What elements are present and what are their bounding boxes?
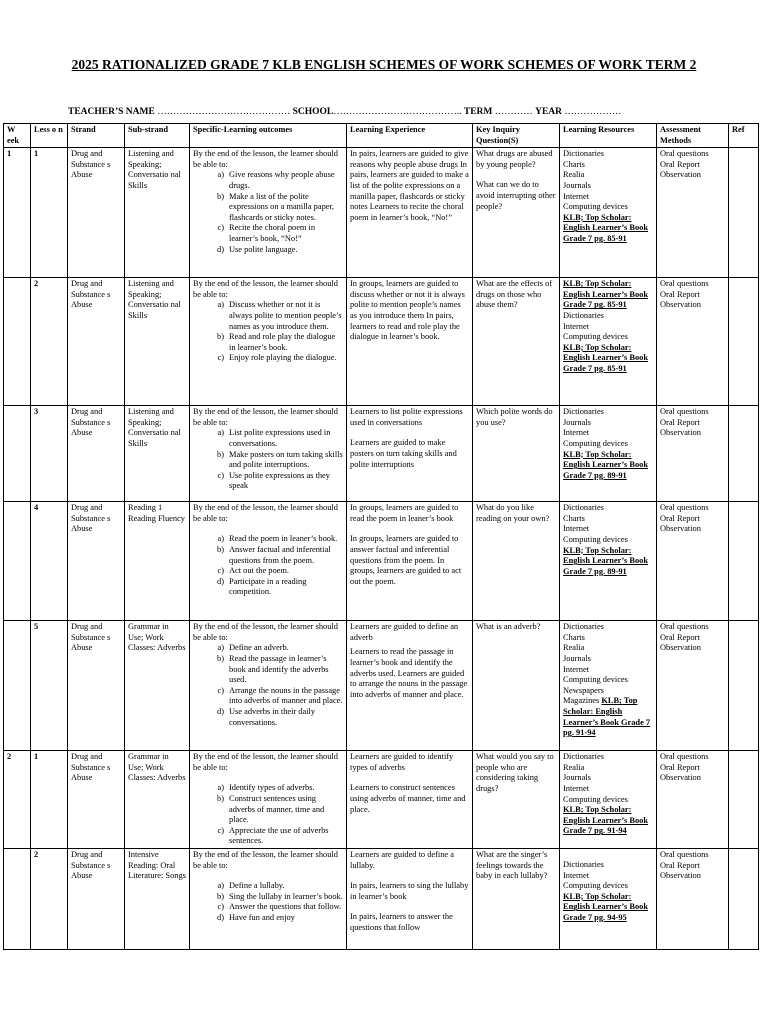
school-blank: …………………………………..: [333, 107, 464, 117]
resources-cell: Dictionaries Charts Internet Computing devices KLB; Top Scholar: English Learner’s Book Grade 7 pg. 89-91: [560, 502, 657, 621]
week-cell: [4, 278, 31, 406]
list-item: c) Recite the choral poem in learner’s book, “No!”: [217, 223, 316, 243]
outcomes-cell: [190, 278, 347, 406]
lesson-cell: 2: [31, 278, 68, 406]
week-cell: [4, 621, 31, 751]
list-item: c) Appreciate the use of adverbs sentences.: [217, 825, 329, 846]
list-item: a) Give reasons why people abuse drugs.: [217, 170, 335, 190]
strand-cell: Drug and Substance s Abuse: [68, 848, 125, 949]
table-row: [4, 278, 759, 406]
outcomes-cell: [190, 621, 347, 751]
term-blank: …………: [492, 107, 536, 117]
assessment-cell: Oral questions Oral Report Observation: [657, 502, 729, 621]
ref-cell: [729, 848, 759, 949]
list-item: b) Make a list of the polite expressions on a manilla paper, flashcards or sticky notes.: [217, 191, 335, 222]
table-row: [4, 502, 759, 621]
outcomes-cell: [190, 406, 347, 502]
outcome-intro: By the end of the lesson, the learner should be able to:: [193, 622, 338, 642]
header-lesson: Less o n: [31, 124, 68, 148]
list-item: a) Define an adverb.: [217, 643, 289, 653]
strand-cell: Drug and Substance s Abuse: [68, 621, 125, 751]
list-item: a) List polite expressions used in conversations.: [217, 428, 331, 448]
outcome-intro: By the end of the lesson, the learner should be able to:: [193, 279, 338, 299]
assessment-cell: Oral questions Oral Report Observation: [657, 278, 729, 406]
textbook-reference: KLB; Top Scholar: English Learner’s Book Grade 7 pg. 94-95: [563, 891, 648, 922]
header-week: W eek: [4, 124, 31, 148]
inquiry-cell: What are the singer’s feelings towards the baby in each lullaby?: [473, 848, 560, 949]
outcomes-list: [193, 300, 343, 364]
list-item: b) Sing the lullaby in learner’s book.: [217, 891, 343, 901]
substrand-cell: Grammar in Use; Work Classes: Adverbs: [125, 621, 190, 751]
outcome-intro: By the end of the lesson, the learner should be able to:: [193, 752, 338, 772]
experience-cell: Learners are guided to define an adverb Learners to read the passage in learner’s book and identify the adverbs used. Learners are guided to arrange the nouns in the passage into adverbs of manner and place.: [347, 621, 473, 751]
inquiry-cell: What is an adverb?: [473, 621, 560, 751]
teacher-name-blank: ……………………………………: [154, 107, 293, 117]
outcomes-cell: [190, 502, 347, 621]
resources-cell: Dictionaries Internet Computing devices KLB; Top Scholar: English Learner’s Book Grade 7 pg. 94-95: [560, 848, 657, 949]
header-outcomes: Specific-Learning outcomes: [190, 124, 347, 148]
list-item: b) Read and role play the dialogue in learner’s book.: [217, 332, 336, 352]
teacher-info-line: [68, 107, 708, 117]
strand-cell: Drug and Substance s Abuse: [68, 502, 125, 621]
outcome-intro: By the end of the lesson, the learner should be able to:: [193, 503, 338, 523]
inquiry-cell: What would you say to people who are considering taking drugs?: [473, 751, 560, 849]
table-row: [4, 406, 759, 502]
outcome-intro: By the end of the lesson, the learner should be able to:: [193, 849, 338, 870]
textbook-reference: KLB; Top Scholar: English Learner’s Book Grade 7 pg. 89-91: [563, 449, 648, 480]
textbook-reference: KLB; Top Scholar: English Learner’s Book Grade 7 pg. 85-91: [563, 342, 648, 373]
lesson-cell: 1: [31, 751, 68, 849]
list-item: c) Use polite expressions as they speak: [217, 470, 330, 491]
ref-cell: [729, 751, 759, 849]
textbook-reference: KLB; Top Scholar: English Learner’s Book Grade 7 pg. 89-91: [563, 545, 648, 576]
schemes-of-work-table: [3, 123, 759, 950]
outcomes-list: [193, 170, 343, 255]
list-item: b) Construct sentences using adverbs of manner, time and place.: [217, 793, 325, 825]
outcomes-cell: [190, 148, 347, 278]
outcome-intro: By the end of the lesson, the learner should be able to:: [193, 407, 338, 427]
assessment-cell: Oral questions Oral Report Observation: [657, 751, 729, 849]
outcomes-list: [193, 428, 343, 492]
assessment-cell: Oral questions Oral Report Observation: [657, 848, 729, 949]
substrand-cell: Intensive Reading: Oral Literature: Songs: [125, 848, 190, 949]
lesson-cell: 2: [31, 848, 68, 949]
outcomes-list: [193, 783, 343, 847]
assessment-cell: Oral questions Oral Report Observation: [657, 406, 729, 502]
experience-cell: In groups, learners are guided to discuss whether or not it is always polite to mention people’s names as you introduce them In pairs, learners to read and role play the dialogue in learner’s book.: [347, 278, 473, 406]
header-inquiry: Key Inquiry Question(S): [473, 124, 560, 148]
assessment-cell: Oral questions Oral Report Observation: [657, 621, 729, 751]
ref-cell: [729, 502, 759, 621]
inquiry-cell: What are the effects of drugs on those who abuse them?: [473, 278, 560, 406]
resources-cell: Dictionaries Journals Internet Computing devices KLB; Top Scholar: English Learner’s Book Grade 7 pg. 89-91: [560, 406, 657, 502]
textbook-reference: KLB; Top Scholar: English Learner’s Book Grade 7 pg. 85-91: [563, 279, 648, 310]
week-cell: 2: [4, 751, 31, 849]
resources-cell: Dictionaries Realia Journals Internet Computing devices KLB; Top Scholar: English Learner’s Book Grade 7 pg. 91-94: [560, 751, 657, 849]
list-item: b) Read the passage in learner’s book and identify the adverbs used.: [217, 653, 329, 685]
outcomes-list: [193, 881, 343, 923]
header-substrand: Sub-strand: [125, 124, 190, 148]
list-item: d) Participate in a reading competition.: [217, 576, 307, 597]
list-item: d) Use adverbs in their daily conversations.: [217, 706, 316, 727]
header-experience: Learning Experience: [347, 124, 473, 148]
resources-cell: Dictionaries Charts Realia Journals Internet Computing devices Newspapers Magazines KLB; Top Scholar: English Learner’s Book Grade 7 pg. 91-94: [560, 621, 657, 751]
header-ref: Ref: [729, 124, 759, 148]
ref-cell: [729, 621, 759, 751]
strand-cell: Drug and Substance s Abuse: [68, 278, 125, 406]
strand-cell: Drug and Substance s Abuse: [68, 148, 125, 278]
outcomes-list: [193, 534, 343, 598]
experience-cell: In pairs, learners are guided to give reasons why people abuse drugs In pairs, learners are guided to make a list of the polite expressions on a manilla paper, flashcards or sticky notes Learners to recite the choral poem in learner’s book, “No!”: [347, 148, 473, 278]
list-item: a) Identify types of adverbs.: [217, 783, 315, 793]
header-assessment: Assessment Methods: [657, 124, 729, 148]
week-cell: 1: [4, 148, 31, 278]
list-item: b) Make posters on turn taking skills and polite interruptions.: [217, 449, 343, 470]
experience-cell: Learners are guided to define a lullaby. In pairs, learners to sing the lullaby in learner’s book In pairs, learners to answer the questions that follow: [347, 848, 473, 949]
substrand-cell: Grammar in Use; Work Classes: Adverbs: [125, 751, 190, 849]
header-resources: Learning Resources: [560, 124, 657, 148]
week-cell: [4, 848, 31, 949]
outcome-intro: By the end of the lesson, the learner should be able to:: [193, 149, 338, 169]
lesson-cell: 3: [31, 406, 68, 502]
week-cell: [4, 502, 31, 621]
table-header-row: [4, 124, 759, 148]
ref-cell: [729, 148, 759, 278]
list-item: a) Discuss whether or not it is always polite to mention people’s names as you introduce them.: [217, 300, 342, 331]
school-label: SCHOOL: [292, 107, 334, 117]
textbook-reference: KLB; Top Scholar: English Learner’s Book Grade 7 pg. 85-91: [563, 212, 648, 243]
list-item: c) Answer the questions that follow.: [217, 902, 342, 912]
list-item: a) Define a lullaby.: [217, 881, 285, 891]
list-item: d) Use polite language.: [217, 244, 298, 254]
table-row: [4, 148, 759, 278]
year-blank: ………………: [562, 107, 622, 117]
inquiry-question: What can we do to avoid interrupting other people?: [476, 180, 556, 211]
list-item: d) Have fun and enjoy: [217, 912, 295, 922]
inquiry-cell: Which polite words do you use?: [473, 406, 560, 502]
strand-cell: Drug and Substance s Abuse: [68, 751, 125, 849]
list-item: c) Enjoy role playing the dialogue.: [217, 353, 337, 363]
inquiry-question: What drugs are abused by young people?: [476, 149, 553, 169]
textbook-reference: KLB; Top Scholar: English Learner’s Book Grade 7 pg. 91-94: [563, 805, 648, 836]
header-strand: Strand: [68, 124, 125, 148]
document-title: 2025 RATIONALIZED GRADE 7 KLB ENGLISH SCHEMES OF WORK SCHEMES OF WORK TERM 2: [71, 57, 697, 72]
resources-cell: Dictionaries Charts Realia Journals Internet Computing devices KLB; Top Scholar: English Learner’s Book Grade 7 pg. 85-91: [560, 148, 657, 278]
ref-cell: [729, 406, 759, 502]
year-label: YEAR: [535, 107, 563, 117]
experience-cell: Learners are guided to identify types of adverbs Learners to construct sentences using adverbs of manner, time and place.: [347, 751, 473, 849]
substrand-cell: Listening and Speaking; Conversatio nal Skills: [125, 148, 190, 278]
inquiry-cell: What do you like reading on your own?: [473, 502, 560, 621]
list-item: c) Act out the poem.: [217, 566, 290, 576]
list-item: b) Answer factual and inferential questions from the poem.: [217, 544, 331, 565]
strand-cell: Drug and Substance s Abuse: [68, 406, 125, 502]
lesson-cell: 1: [31, 148, 68, 278]
teacher-name-label: TEACHER’S NAME: [68, 107, 155, 117]
substrand-cell: Listening and Speaking; Conversatio nal Skills: [125, 278, 190, 406]
week-cell: [4, 406, 31, 502]
table-row: [4, 848, 759, 949]
outcomes-cell: [190, 751, 347, 849]
assessment-cell: Oral questions Oral Report Observation: [657, 148, 729, 278]
lesson-cell: 5: [31, 621, 68, 751]
resources-cell: KLB; Top Scholar: English Learner’s Book Grade 7 pg. 85-91 Dictionaries Internet Computing devices KLB; Top Scholar: English Learner’s Book Grade 7 pg. 85-91: [560, 278, 657, 406]
list-item: c) Arrange the nouns in the passage into adverbs of manner and place.: [217, 685, 343, 706]
table-row: [4, 751, 759, 849]
lesson-cell: 4: [31, 502, 68, 621]
list-item: a) Read the poem in leaner’s book.: [217, 534, 338, 544]
table-row: [4, 621, 759, 751]
experience-cell: In groups, learners are guided to read the poem in leaner’s book In groups, learners are guided to answer factual and inferential questions from the poem. In groups, learners are guided to act out the poem.: [347, 502, 473, 621]
outcomes-cell: [190, 848, 347, 949]
textbook-reference: KLB; Top Scholar: English Learner’s Book Grade 7 pg. 91-94: [563, 696, 651, 738]
term-label: TERM: [463, 107, 493, 117]
ref-cell: [729, 278, 759, 406]
inquiry-cell: [473, 148, 560, 278]
experience-cell: Learners to list polite expressions used in conversations Learners are guided to make posters on turn taking skills and polite interruptions: [347, 406, 473, 502]
substrand-cell: Reading 1 Reading Fluency: [125, 502, 190, 621]
outcomes-list: [193, 643, 343, 728]
substrand-cell: Listening and Speaking; Conversatio nal Skills: [125, 406, 190, 502]
